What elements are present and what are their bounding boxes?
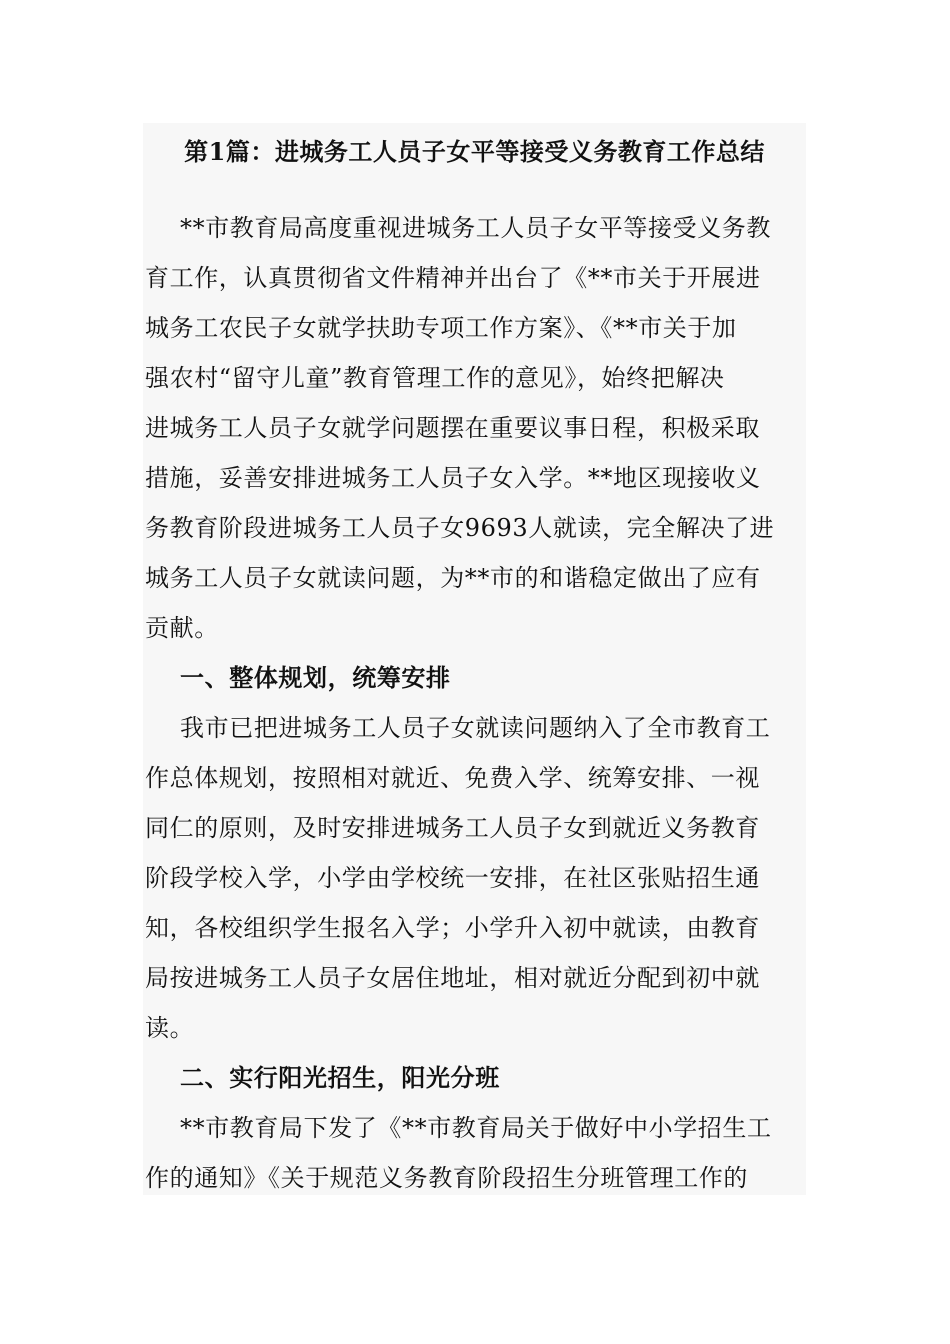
document-title: 第1篇：进城务工人员子女平等接受义务教育工作总结 xyxy=(184,137,765,166)
paragraph-3-line: **市教育局下发了《**市教育局关于做好中小学招生工 xyxy=(180,1114,772,1142)
paragraph-2-line: 作总体规划，按照相对就近、免费入学、统筹安排、一视 xyxy=(145,764,760,792)
paragraph-1-line: 城务工人员子女就读问题，为**市的和谐稳定做出了应有 xyxy=(145,564,761,592)
paragraph-2-line: 我市已把进城务工人员子女就读问题纳入了全市教育工 xyxy=(180,714,771,742)
paragraph-1-line: 务教育阶段进城务工人员子女9693人就读，完全解决了进 xyxy=(145,514,775,542)
section-2-heading: 二、实行阳光招生，阳光分班 xyxy=(180,1063,500,1092)
paragraph-2-line: 知，各校组织学生报名入学；小学升入初中就读，由教育 xyxy=(145,914,760,942)
paragraph-2-line: 读。 xyxy=(145,1014,195,1042)
paragraph-3-line: 作的通知》《关于规范义务教育阶段招生分班管理工作的 xyxy=(145,1164,748,1192)
paragraph-2-line: 同仁的原则，及时安排进城务工人员子女到就近义务教育 xyxy=(145,814,760,842)
paragraph-1-line: 贡献。 xyxy=(145,614,219,642)
paragraph-2-line: 阶段学校入学，小学由学校统一安排，在社区张贴招生通 xyxy=(145,864,760,892)
paragraph-1-line: 强农村“留守儿童”教育管理工作的意见》，始终把解决 xyxy=(145,364,725,392)
paragraph-1-line: 城务工农民子女就学扶助专项工作方案》、《**市关于加 xyxy=(145,314,737,342)
paragraph-1-line: 措施，妥善安排进城务工人员子女入学。**地区现接收义 xyxy=(145,464,761,492)
paragraph-2-line: 局按进城务工人员子女居住地址，相对就近分配到初中就 xyxy=(145,964,760,992)
document-body xyxy=(145,203,800,1203)
paragraph-1-line: 进城务工人员子女就学问题摆在重要议事日程，积极采取 xyxy=(145,414,760,442)
document-page xyxy=(143,123,806,1195)
paragraph-1-line: 育工作，认真贯彻省文件精神并出台了《**市关于开展进 xyxy=(145,264,761,292)
paragraph-1-line: **市教育局高度重视进城务工人员子女平等接受义务教 xyxy=(180,214,771,242)
section-1-heading: 一、整体规划，统筹安排 xyxy=(180,663,451,692)
